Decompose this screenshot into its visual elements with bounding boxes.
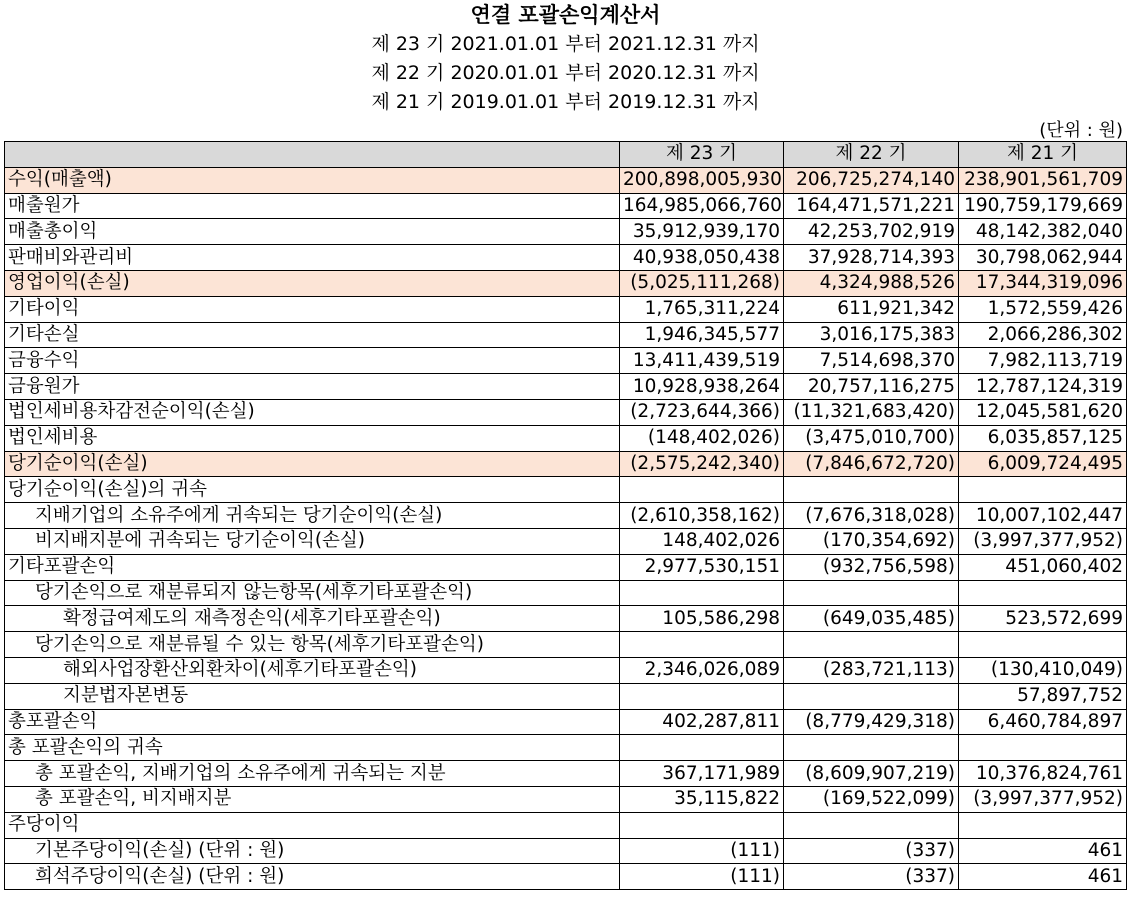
row-label: 당기순이익(손실) (5, 451, 620, 477)
row-value: 12,045,581,620 (959, 399, 1127, 425)
row-value: (169,522,099) (784, 786, 959, 812)
row-value: (337) (784, 838, 959, 864)
row-value (620, 735, 784, 761)
row-value (784, 735, 959, 761)
row-label: 당기손익으로 재분류될 수 있는 항목(세후기타포괄손익) (5, 632, 620, 658)
row-value (620, 580, 784, 606)
unit-label: (단위 : 원) (1039, 120, 1123, 141)
row-label: 주당이익 (5, 812, 620, 838)
table-row (5, 503, 1127, 529)
row-value: (3,997,377,952) (959, 528, 1127, 554)
table-row (5, 606, 1127, 632)
row-value: 402,287,811 (620, 709, 784, 735)
row-value: 2,346,026,089 (620, 657, 784, 683)
table-row (5, 451, 1127, 477)
row-value: (5,025,111,268) (620, 270, 784, 296)
row-label: 금융수익 (5, 348, 620, 374)
table-row (5, 632, 1127, 658)
table-row (5, 322, 1127, 348)
table-row (5, 374, 1127, 400)
row-value: (8,779,429,318) (784, 709, 959, 735)
row-value: 6,035,857,125 (959, 425, 1127, 451)
row-value: 2,977,530,151 (620, 554, 784, 580)
row-value: (283,721,113) (784, 657, 959, 683)
row-value: 37,928,714,393 (784, 245, 959, 271)
table-row (5, 812, 1127, 838)
row-value (959, 812, 1127, 838)
row-value (620, 477, 784, 503)
table-header-row (5, 142, 1127, 168)
row-value: 164,471,571,221 (784, 193, 959, 219)
row-label: 매출총이익 (5, 219, 620, 245)
row-value: 148,402,026 (620, 528, 784, 554)
table-row (5, 838, 1127, 864)
row-value: (3,475,010,700) (784, 425, 959, 451)
column-header-period-22: 제 22 기 (784, 142, 959, 168)
row-value: 238,901,561,709 (959, 167, 1127, 193)
row-label: 총 포괄손익, 지배기업의 소유주에게 귀속되는 지분 (5, 761, 620, 787)
row-value: (8,609,907,219) (784, 761, 959, 787)
row-value: 48,142,382,040 (959, 219, 1127, 245)
row-value: 2,066,286,302 (959, 322, 1127, 348)
column-header-item (5, 142, 620, 168)
row-value: 367,171,989 (620, 761, 784, 787)
row-label: 기타포괄손익 (5, 554, 620, 580)
row-value: 451,060,402 (959, 554, 1127, 580)
row-value: 200,898,005,930 (620, 167, 784, 193)
row-label: 총 포괄손익의 귀속 (5, 735, 620, 761)
table-row (5, 683, 1127, 709)
row-label: 법인세비용차감전순이익(손실) (5, 399, 620, 425)
table-row (5, 245, 1127, 271)
period-line: 제 23 기 2021.01.01 부터 2021.12.31 까지 (371, 33, 760, 55)
row-value (620, 812, 784, 838)
row-value (959, 735, 1127, 761)
row-value: 6,009,724,495 (959, 451, 1127, 477)
table-row (5, 735, 1127, 761)
table-row (5, 296, 1127, 322)
table-row (5, 554, 1127, 580)
row-label: 총포괄손익 (5, 709, 620, 735)
row-value: (337) (784, 864, 959, 890)
table-row (5, 219, 1127, 245)
row-value: (148,402,026) (620, 425, 784, 451)
row-label: 해외사업장환산외환차이(세후기타포괄손익) (5, 657, 620, 683)
row-value: 523,572,699 (959, 606, 1127, 632)
row-label: 수익(매출액) (5, 167, 620, 193)
row-label: 지배기업의 소유주에게 귀속되는 당기순이익(손실) (5, 503, 620, 529)
table-row (5, 864, 1127, 890)
row-value: 35,115,822 (620, 786, 784, 812)
row-label: 기타이익 (5, 296, 620, 322)
table-row (5, 425, 1127, 451)
row-value: 13,411,439,519 (620, 348, 784, 374)
period-line: 제 22 기 2020.01.01 부터 2020.12.31 까지 (371, 62, 760, 84)
row-value (959, 580, 1127, 606)
row-value (620, 683, 784, 709)
statement-header (0, 0, 1131, 117)
table-row (5, 348, 1127, 374)
table-row (5, 270, 1127, 296)
row-value (784, 477, 959, 503)
row-value: 10,007,102,447 (959, 503, 1127, 529)
row-value: 7,982,113,719 (959, 348, 1127, 374)
row-value: (130,410,049) (959, 657, 1127, 683)
row-label: 비지배지분에 귀속되는 당기순이익(손실) (5, 528, 620, 554)
row-value: 12,787,124,319 (959, 374, 1127, 400)
row-value: 611,921,342 (784, 296, 959, 322)
table-row (5, 709, 1127, 735)
row-value: (2,723,644,366) (620, 399, 784, 425)
row-value (959, 632, 1127, 658)
row-value: (111) (620, 864, 784, 890)
row-value: 10,928,938,264 (620, 374, 784, 400)
row-value: (111) (620, 838, 784, 864)
row-label: 영업이익(손실) (5, 270, 620, 296)
table-row (5, 580, 1127, 606)
row-value: 6,460,784,897 (959, 709, 1127, 735)
row-value: 7,514,698,370 (784, 348, 959, 374)
row-value: (170,354,692) (784, 528, 959, 554)
row-label: 기본주당이익(손실) (단위 : 원) (5, 838, 620, 864)
row-value: 30,798,062,944 (959, 245, 1127, 271)
row-value: (649,035,485) (784, 606, 959, 632)
table-row (5, 786, 1127, 812)
row-value: 3,016,175,383 (784, 322, 959, 348)
row-value: (7,846,672,720) (784, 451, 959, 477)
row-value: 1,946,345,577 (620, 322, 784, 348)
row-value: (932,756,598) (784, 554, 959, 580)
row-value: 20,757,116,275 (784, 374, 959, 400)
column-header-period-21: 제 21 기 (959, 142, 1127, 168)
table-row (5, 761, 1127, 787)
row-label: 매출원가 (5, 193, 620, 219)
row-label: 기타손실 (5, 322, 620, 348)
row-value: 40,938,050,438 (620, 245, 784, 271)
row-label: 법인세비용 (5, 425, 620, 451)
row-value: 105,586,298 (620, 606, 784, 632)
row-value (784, 580, 959, 606)
row-value: 206,725,274,140 (784, 167, 959, 193)
table-row (5, 167, 1127, 193)
row-label: 지분법자본변동 (5, 683, 620, 709)
row-value: 10,376,824,761 (959, 761, 1127, 787)
income-statement-table (4, 141, 1127, 890)
row-label: 총 포괄손익, 비지배지분 (5, 786, 620, 812)
row-value: (7,676,318,028) (784, 503, 959, 529)
row-value: 1,572,559,426 (959, 296, 1127, 322)
statement-title: 연결 포괄손익계산서 (470, 3, 661, 27)
row-value (620, 632, 784, 658)
row-value: (11,321,683,420) (784, 399, 959, 425)
row-value (784, 812, 959, 838)
row-value: 17,344,319,096 (959, 270, 1127, 296)
table-row (5, 477, 1127, 503)
row-value: (3,997,377,952) (959, 786, 1127, 812)
column-header-period-23: 제 23 기 (620, 142, 784, 168)
row-label: 당기순이익(손실)의 귀속 (5, 477, 620, 503)
table-row (5, 528, 1127, 554)
table-row (5, 193, 1127, 219)
row-value: 164,985,066,760 (620, 193, 784, 219)
row-value: 35,912,939,170 (620, 219, 784, 245)
row-label: 희석주당이익(손실) (단위 : 원) (5, 864, 620, 890)
row-value: 42,253,702,919 (784, 219, 959, 245)
row-value (784, 683, 959, 709)
table-row (5, 657, 1127, 683)
row-label: 금융원가 (5, 374, 620, 400)
row-label: 당기손익으로 재분류되지 않는항목(세후기타포괄손익) (5, 580, 620, 606)
row-value: 4,324,988,526 (784, 270, 959, 296)
row-value: 1,765,311,224 (620, 296, 784, 322)
row-value: 190,759,179,669 (959, 193, 1127, 219)
row-value: (2,610,358,162) (620, 503, 784, 529)
row-label: 판매비와관리비 (5, 245, 620, 271)
row-value: 57,897,752 (959, 683, 1127, 709)
table-row (5, 399, 1127, 425)
row-value: 461 (959, 864, 1127, 890)
row-label: 확정급여제도의 재측정손익(세후기타포괄손익) (5, 606, 620, 632)
row-value: 461 (959, 838, 1127, 864)
row-value (959, 477, 1127, 503)
period-line: 제 21 기 2019.01.01 부터 2019.12.31 까지 (371, 91, 760, 113)
row-value: (2,575,242,340) (620, 451, 784, 477)
row-value (784, 632, 959, 658)
